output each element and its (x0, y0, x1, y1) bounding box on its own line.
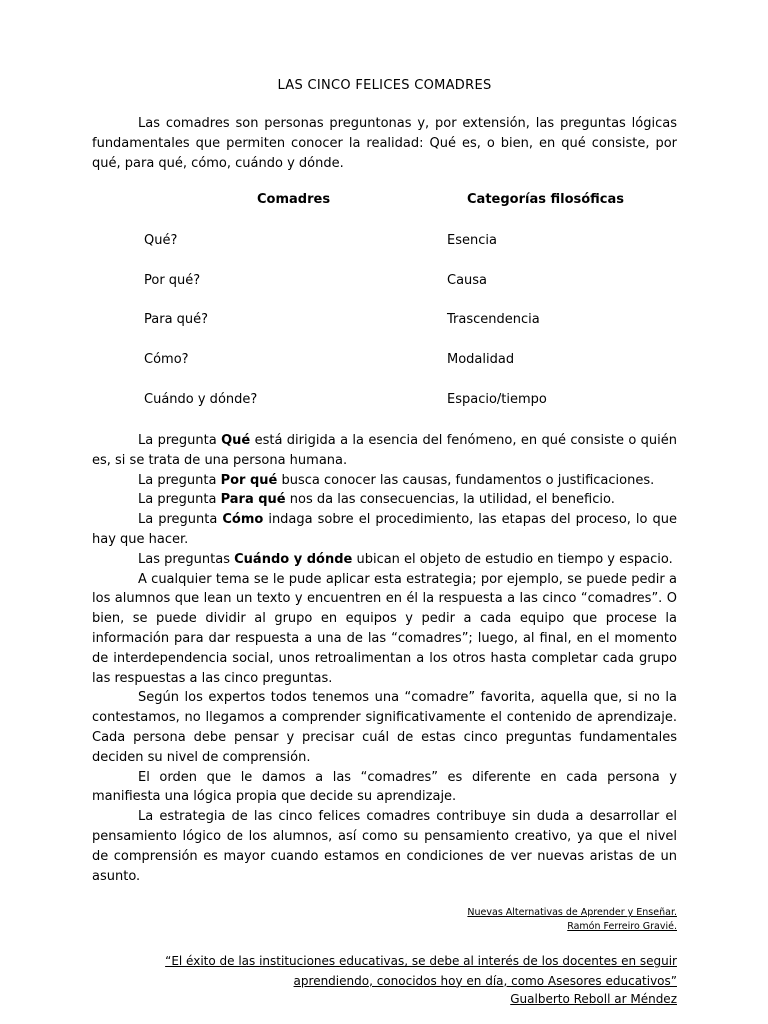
category-cell: Causa (447, 272, 488, 288)
question-cell: Para qué? (144, 312, 209, 328)
paragraph-post: indaga sobre el procedimiento, las etapas del proceso, lo que hay que hacer. (92, 512, 677, 547)
paragraph-por-que (92, 471, 677, 491)
table-row (92, 310, 677, 350)
table-row (92, 390, 677, 430)
table-row (92, 350, 677, 390)
category-cell: Esencia (447, 233, 497, 248)
table-header (92, 192, 677, 212)
paragraph-post: está dirigida a la esencia del fenómeno, en qué consiste o quién es, si se trata de una persona humana. (92, 433, 677, 468)
paragraph-que (92, 431, 677, 471)
category-cell: Espacio/tiempo (447, 391, 547, 407)
table-header-comadres: Comadres (257, 192, 331, 207)
paragraph-cuando-donde (92, 550, 677, 570)
question-cell: Qué? (144, 233, 178, 248)
intro-paragraph: Las comadres son personas preguntonas y, por extensión, las preguntas lógicas fundamentales que permiten conocer la realidad: Qué es, o bien, en qué consiste, por qué, para qué, cómo, cuándo y dónde. (92, 116, 677, 171)
paragraph-pre: Las preguntas (138, 551, 235, 567)
document-title: LAS CINCO FELICES COMADRES (277, 78, 492, 93)
table-header-categorias: Categorías filosóficas (467, 192, 625, 207)
keyword-por-que: Por qué (220, 472, 278, 488)
paragraph-pre: La pregunta (138, 512, 223, 528)
keyword-como: Cómo (222, 512, 264, 528)
paragraph-para-que (92, 490, 677, 510)
question-cell: Por qué? (144, 272, 201, 288)
question-cell: Cuándo y dónde? (144, 391, 258, 407)
category-cell: Trascendencia (447, 312, 540, 328)
table-row (92, 271, 677, 311)
paragraph-conclusion: La estrategia de las cinco felices comadres contribuye sin duda a desarrollar el pensamiento lógico de los alumnos, así como su pensamiento creativo, ya que el nivel de comprensión es mayor cuando estamos en condiciones de ver nuevas aristas de un asunto. (92, 809, 677, 884)
paragraph-post: nos da las consecuencias, la utilidad, el beneficio. (285, 492, 615, 508)
reference-author: Ramón Ferreiro Gravié. (567, 921, 677, 932)
paragraph-pre: La pregunta (138, 472, 221, 488)
document-page (92, 0, 677, 1024)
paragraph-como (92, 510, 677, 550)
comadres-table (92, 231, 677, 429)
paragraph-expertos: Según los expertos todos tenemos una “comadre” favorita, aquella que, si no la contestamos, no llegamos a comprender significativamente el contenido de aprendizaje. Cada persona debe pensar y precisar cuál de estas cinco preguntas fundamentales deciden su nivel de comprensión. (92, 690, 677, 765)
question-cell: Cómo? (144, 352, 189, 368)
paragraph-pre: La pregunta (138, 433, 222, 448)
paragraph-pre: La pregunta (138, 492, 221, 508)
quote-author: Gualberto Reboll ar Méndez (510, 992, 677, 1006)
keyword-que: Qué (221, 433, 251, 448)
paragraph-post: busca conocer las causas, fundamentos o justificaciones. (277, 472, 655, 488)
paragraph-orden: El orden que le damos a las “comadres” es diferente en cada persona y manifiesta una lógica propia que decide su aprendizaje. (92, 769, 677, 805)
reference-book: Nuevas Alternativas de Aprender y Enseñar. (467, 907, 677, 918)
body-text (92, 431, 677, 886)
category-cell: Modalidad (447, 352, 515, 368)
paragraph-post: ubican el objeto de estudio en tiempo y espacio. (352, 551, 673, 567)
paragraph-estrategia: A cualquier tema se le pude aplicar esta estrategia; por ejemplo, se puede pedir a los alumnos que lean un texto y encuentren en él la respuesta a las cinco “comadres”. O bien, se puede dividir al grupo en equipos y pedir a cada equipo que procese la información para dar respuesta a una de las “comadres”; luego, al final, en el momento de interdependencia social, unos retroalimentan a los otros hasta completar cada grupo las respuestas a las cinco preguntas. (92, 571, 677, 686)
keyword-para-que: Para qué (220, 492, 286, 508)
keyword-cuando-donde: Cuándo y dónde (234, 551, 353, 567)
table-row (92, 231, 677, 271)
quote-text: “El éxito de las instituciones educativas, se debe al interés de los docentes en seguir aprendiendo, conocidos hoy en día, como Asesores educativos” (165, 954, 677, 988)
